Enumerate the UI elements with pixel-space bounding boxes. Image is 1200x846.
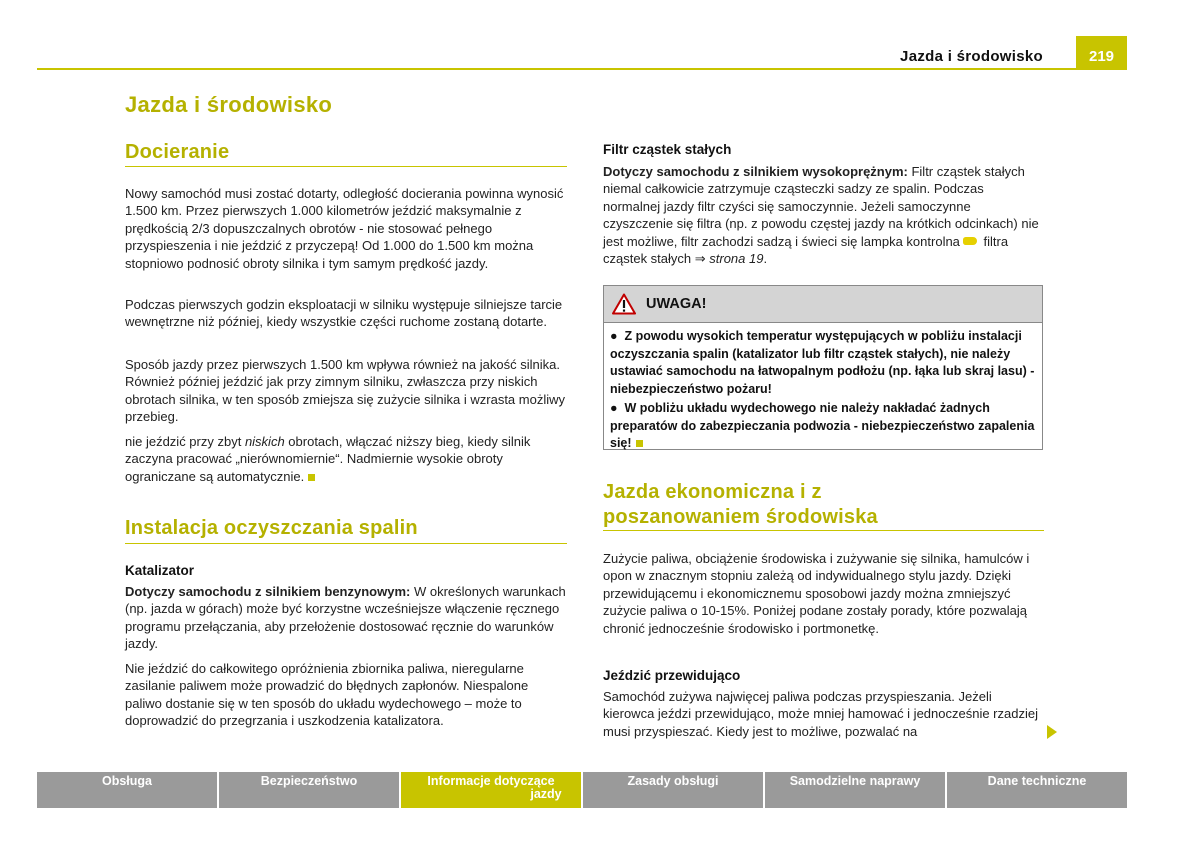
page-reference: strona 19: [709, 251, 764, 267]
text-run: Filtr cząstek stałych niemal całkowicie zatrzymuje cząsteczki sadzy ze spalin. Podczas normalnej jazdy filtr czyści się samoczynnie. Jeżeli samoczynne czyszczenie się filtra (np. z powodu częstej jazdy na krótkich odcinkach) nie jest możliwe, filtr zachodzi sadzą i świeci się lampka kontrolna: [603, 164, 1039, 249]
tab-label: Zasady obsługi: [627, 774, 719, 788]
warning-item: [610, 400, 1036, 453]
tab-label: Samodzielne naprawy: [789, 774, 921, 788]
end-of-section-marker: [308, 474, 315, 481]
paragraph: Zużycie paliwa, obciążenie środowiska i zużywanie się silnika, hamulców i opon w znacznym stopniu zależą od indywidualnego stylu jazdy. Dzięki przewidującemu i ekonomicznemu sposobowi jazdy można zmniejszyć zużycie paliwa o 10-15%. Poniżej podane zostały porady, które pozwalają chronić jednocześnie środowisko i portmonetkę.: [603, 551, 1030, 636]
warning-item-text: W pobliżu układu wydechowego nie należy nakładać żadnych preparatów do zabezpieczania podwozia - niebezpieczeństwo zapalenia się!: [610, 401, 1035, 450]
paragraph: [125, 583, 567, 653]
section-title-line: poszanowaniem środowiska: [603, 506, 878, 528]
end-of-section-marker: [636, 440, 643, 447]
tab-informacje-dotyczace-jazdy[interactable]: [401, 772, 581, 808]
tab-label: Informacje dotyczące: [427, 774, 555, 788]
page-number: 219: [1076, 36, 1127, 69]
text-run: filtra cząstek stałych ⇒: [603, 233, 1009, 267]
text-run: nie jeździć przy zbyt: [125, 434, 245, 449]
tab-label: Dane techniczne: [987, 774, 1087, 788]
warning-lamp-icon: [963, 237, 977, 245]
section-rule: [125, 543, 567, 544]
warning-triangle-icon: [612, 293, 636, 315]
paragraph: [125, 433, 567, 485]
paragraph: Nowy samochód musi zostać dotarty, odległość docierania powinna wynosić 1.500 km. Przez pierwszych 1.000 kilometrów jeździć maksymalnie z prędkością 2/3 dopuszczalnych obrotów - nie stosować pełnego przyspieszenia i nie jeździć z przyczepą! Od 1.000 do 1.500 km można stopniowo podnosić obroty silnika i tym samym prędkość jazdy.: [125, 186, 564, 271]
paragraph: Sposób jazdy przez pierwszych 1.500 km wpływa również na jakość silnika. Również później jeździć jak przy zimnym silniku, zwłaszcza przy niskich obrotach silnika, w ten sposób zmiejsza się zużycie silnika i wzrasta możliwy przebieg.: [125, 357, 565, 425]
text-run: .: [763, 251, 768, 267]
bullet-icon: ●: [610, 401, 625, 415]
tab-bezpieczenstwo[interactable]: [219, 772, 399, 808]
text-run: W określonych warunkach (np. jazda w górach) może być korzystne wcześniejsze włączenie ręcznego programu przełączania, aby przełożenie dostosować ręcznie do warunków jazdy.: [125, 584, 566, 652]
footer-nav: [37, 772, 1127, 808]
running-header: Jazda i środowisko: [900, 48, 1043, 65]
section-title-eko: [603, 480, 878, 530]
section-title-docieranie: Docieranie: [125, 141, 230, 163]
text-run-italic: niskich: [244, 434, 285, 449]
tab-label: Obsługa: [101, 774, 152, 788]
tab-label-line2: jazdy: [530, 787, 562, 801]
warning-title: UWAGA!: [646, 296, 707, 312]
text-run: obrotach, włączać niższy bieg, kiedy silnik zaczyna pracować „nierównomiernie“. Nadmiernie wysokie obroty ograniczane są automatycznie.: [125, 434, 531, 484]
tab-samodzielne-naprawy[interactable]: [765, 772, 945, 808]
paragraph: Nie jeździć do całkowitego opróżnienia zbiornika paliwa, nieregularne zasilanie paliwem może prowadzić do błędnych zapłonów. Niespalone paliwo dostanie się w ten sposób do układu wydechowego – może to doprowadzić do przegrzania i uszkodzenia katalizatora.: [125, 661, 529, 729]
section-rule: [603, 530, 1044, 531]
paragraph: Samochód zużywa najwięcej paliwa podczas przyspieszania. Jeżeli kierowca jeździ przewidująco, może mniej hamować i jednocześnie rzadziej musi przyspieszać. Kiedy jest to możliwe, pozwalać na: [603, 689, 1038, 739]
bullet-icon: ●: [610, 329, 625, 343]
subheading-przewidujaco: Jeździć przewidująco: [603, 668, 741, 683]
subheading-filtr: Filtr cząstek stałych: [603, 142, 732, 157]
tab-label: Bezpieczeństwo: [260, 774, 358, 788]
continue-arrow-icon: [1047, 725, 1057, 739]
chapter-title: Jazda i środowisko: [125, 92, 333, 117]
header-rule: [37, 68, 1127, 70]
warning-header: [604, 286, 1042, 323]
warning-item: [610, 328, 1036, 398]
section-title-line: Jazda ekonomiczna i z: [603, 481, 822, 503]
section-rule: [125, 166, 567, 167]
section-title-instalacja: Instalacja oczyszczania spalin: [125, 517, 418, 539]
text-run-bold: Dotyczy samochodu z silnikiem wysokoprężnym:: [603, 164, 908, 179]
tab-zasady-obslugi[interactable]: [583, 772, 763, 808]
tab-obsluga[interactable]: [37, 772, 217, 808]
warning-item-text: Z powodu wysokich temperatur występujących w pobliżu instalacji oczyszczania spalin (katalizator lub filtr cząstek stałych), nie należy ustawiać samochodu na łatwopalnym podłożu (np. łąka lub skraj lasu) - niebezpieczeństwo pożaru!: [610, 329, 1035, 396]
paragraph: [603, 163, 1044, 267]
paragraph: Podczas pierwszych godzin eksploatacji w silniku występuje silniejsze tarcie wewnętrzne niż później, kiedy wszystkie części ruchome zostaną dotarte.: [125, 297, 563, 330]
tab-dane-techniczne[interactable]: [947, 772, 1127, 808]
warning-box: [603, 285, 1043, 450]
text-run-bold: Dotyczy samochodu z silnikiem benzynowym:: [125, 584, 411, 599]
warning-body: [604, 323, 1042, 453]
subheading-katalizator: Katalizator: [125, 563, 195, 578]
